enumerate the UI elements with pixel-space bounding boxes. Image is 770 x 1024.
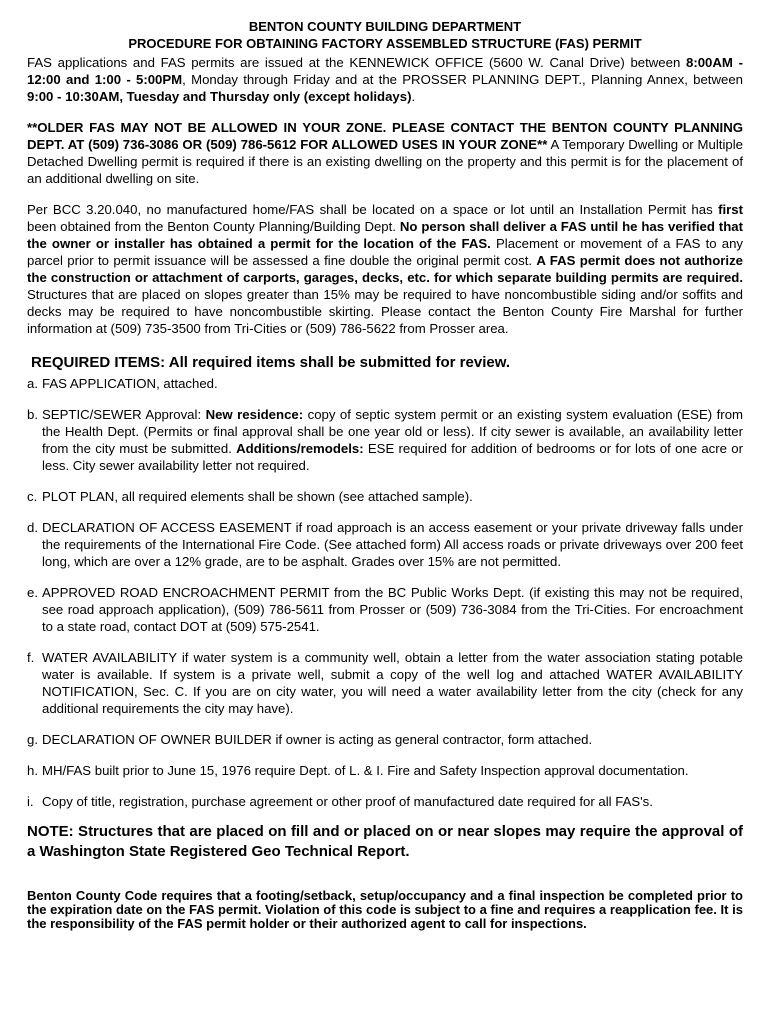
required-item-h: h. MH/FAS built prior to June 15, 1976 require Dept. of L. & I. Fire and Safety Inspection approval documentation.: [27, 763, 689, 778]
intro-paragraph: FAS applications and FAS permits are issued at the KENNEWICK OFFICE (5600 W. Canal Drive) between 8:00AM - 12:00 and 1:00 - 5:00PM, Monday through Friday and at the PROSSER PLANNING DEPT., Planning Annex, between 9:00 - 10:30AM, Tuesday and Thursday only (except holidays).: [27, 55, 743, 104]
required-items-heading: REQUIRED ITEMS: All required items shall be submitted for review.: [31, 354, 510, 371]
procedure-title: PROCEDURE FOR OBTAINING FACTORY ASSEMBLED STRUCTURE (FAS) PERMIT: [128, 36, 642, 51]
inspection-requirement: Benton County Code requires that a footing/setback, setup/occupancy and a final inspection be completed prior to the expiration date on the FAS permit. Violation of this code is subject to a fine and requires a reapplication fee. It is the responsibility of the FAS permit holder or their authorized agent to call for inspections.: [27, 888, 743, 931]
required-item-f: f. WATER AVAILABILITY if water system is a community well, obtain a letter from the water association stating potable water is available. If system is a private well, submit a copy of the well log and attached WATER AVAILABILITY NOTIFICATION, Sec. C. If you are on city water, you will need a water availability letter from the city (check for any additional requirements the city may have).: [27, 650, 743, 716]
document-page: [27, 18, 743, 931]
geotech-note: NOTE: Structures that are placed on fill and or placed on or near slopes may require the approval of a Washington State Registered Geo Technical Report.: [27, 823, 743, 860]
required-item-e: e. APPROVED ROAD ENCROACHMENT PERMIT from the BC Public Works Dept. (if existing this may not be required, see road approach application), (509) 786-5611 from Prosser or (509) 736-3084 from the Tri-Cities. For encroachment to a state road, contact DOT at (509) 575-2541.: [27, 585, 743, 634]
zone-warning: **OLDER FAS MAY NOT BE ALLOWED IN YOUR ZONE. PLEASE CONTACT THE BENTON COUNTY PLANNING DEPT. AT (509) 736-3086 OR (509) 786-5612 FOR ALLOWED USES IN YOUR ZONE** A Temporary Dwelling or Multiple Detached Dwelling permit is required if there is an existing dwelling on the property and this permit is for the placement of an additional dwelling on site.: [27, 120, 743, 186]
required-item-d: d. DECLARATION OF ACCESS EASEMENT if road approach is an access easement or your private driveway falls under the requirements of the International Fire Code. (See attached form) All access roads or private driveways over 200 feet long, which are over a 12% grade, are to be asphalt. Grades over 15% are not permitted.: [27, 520, 743, 569]
required-item-c: c. PLOT PLAN, all required elements shall be shown (see attached sample).: [27, 489, 473, 504]
bcc-paragraph: Per BCC 3.20.040, no manufactured home/FAS shall be located on a space or lot until an Installation Permit has first been obtained from the Benton County Planning/Building Dept. No person shall deliver a FAS until he has verified that the owner or installer has obtained a permit for the location of the FAS. Placement or movement of a FAS to any parcel prior to permit issuance will be assessed a fine double the original permit cost. A FAS permit does not authorize the construction or attachment of carports, garages, decks, etc. for which separate building permits are required. Structures that are placed on slopes greater than 15% may be required to have noncombustible siding and/or soffits and decks may be required to have noncombustible skirting. Please contact the Benton County Fire Marshal for further information at (509) 735-3500 from Tri-Cities or (509) 786-5622 from Prosser area.: [27, 202, 743, 336]
required-item-a: a. FAS APPLICATION, attached.: [27, 376, 218, 391]
department-title: BENTON COUNTY BUILDING DEPARTMENT: [248, 19, 522, 34]
required-item-b: b. SEPTIC/SEWER Approval: New residence: copy of septic system permit or an existing system evaluation (ESE) from the Health Dept. (Permits or final approval shall be one year old or less). If city sewer is available, an availability letter from the city must be submitted. Additions/remodels: ESE required for addition of bedrooms or for lots of one acre or less. City sewer availability letter not required.: [27, 407, 744, 473]
required-item-i: i. Copy of title, registration, purchase agreement or other proof of manufactured date required for all FAS's.: [27, 794, 653, 809]
required-item-g: g. DECLARATION OF OWNER BUILDER if owner is acting as general contractor, form attached.: [27, 732, 593, 747]
